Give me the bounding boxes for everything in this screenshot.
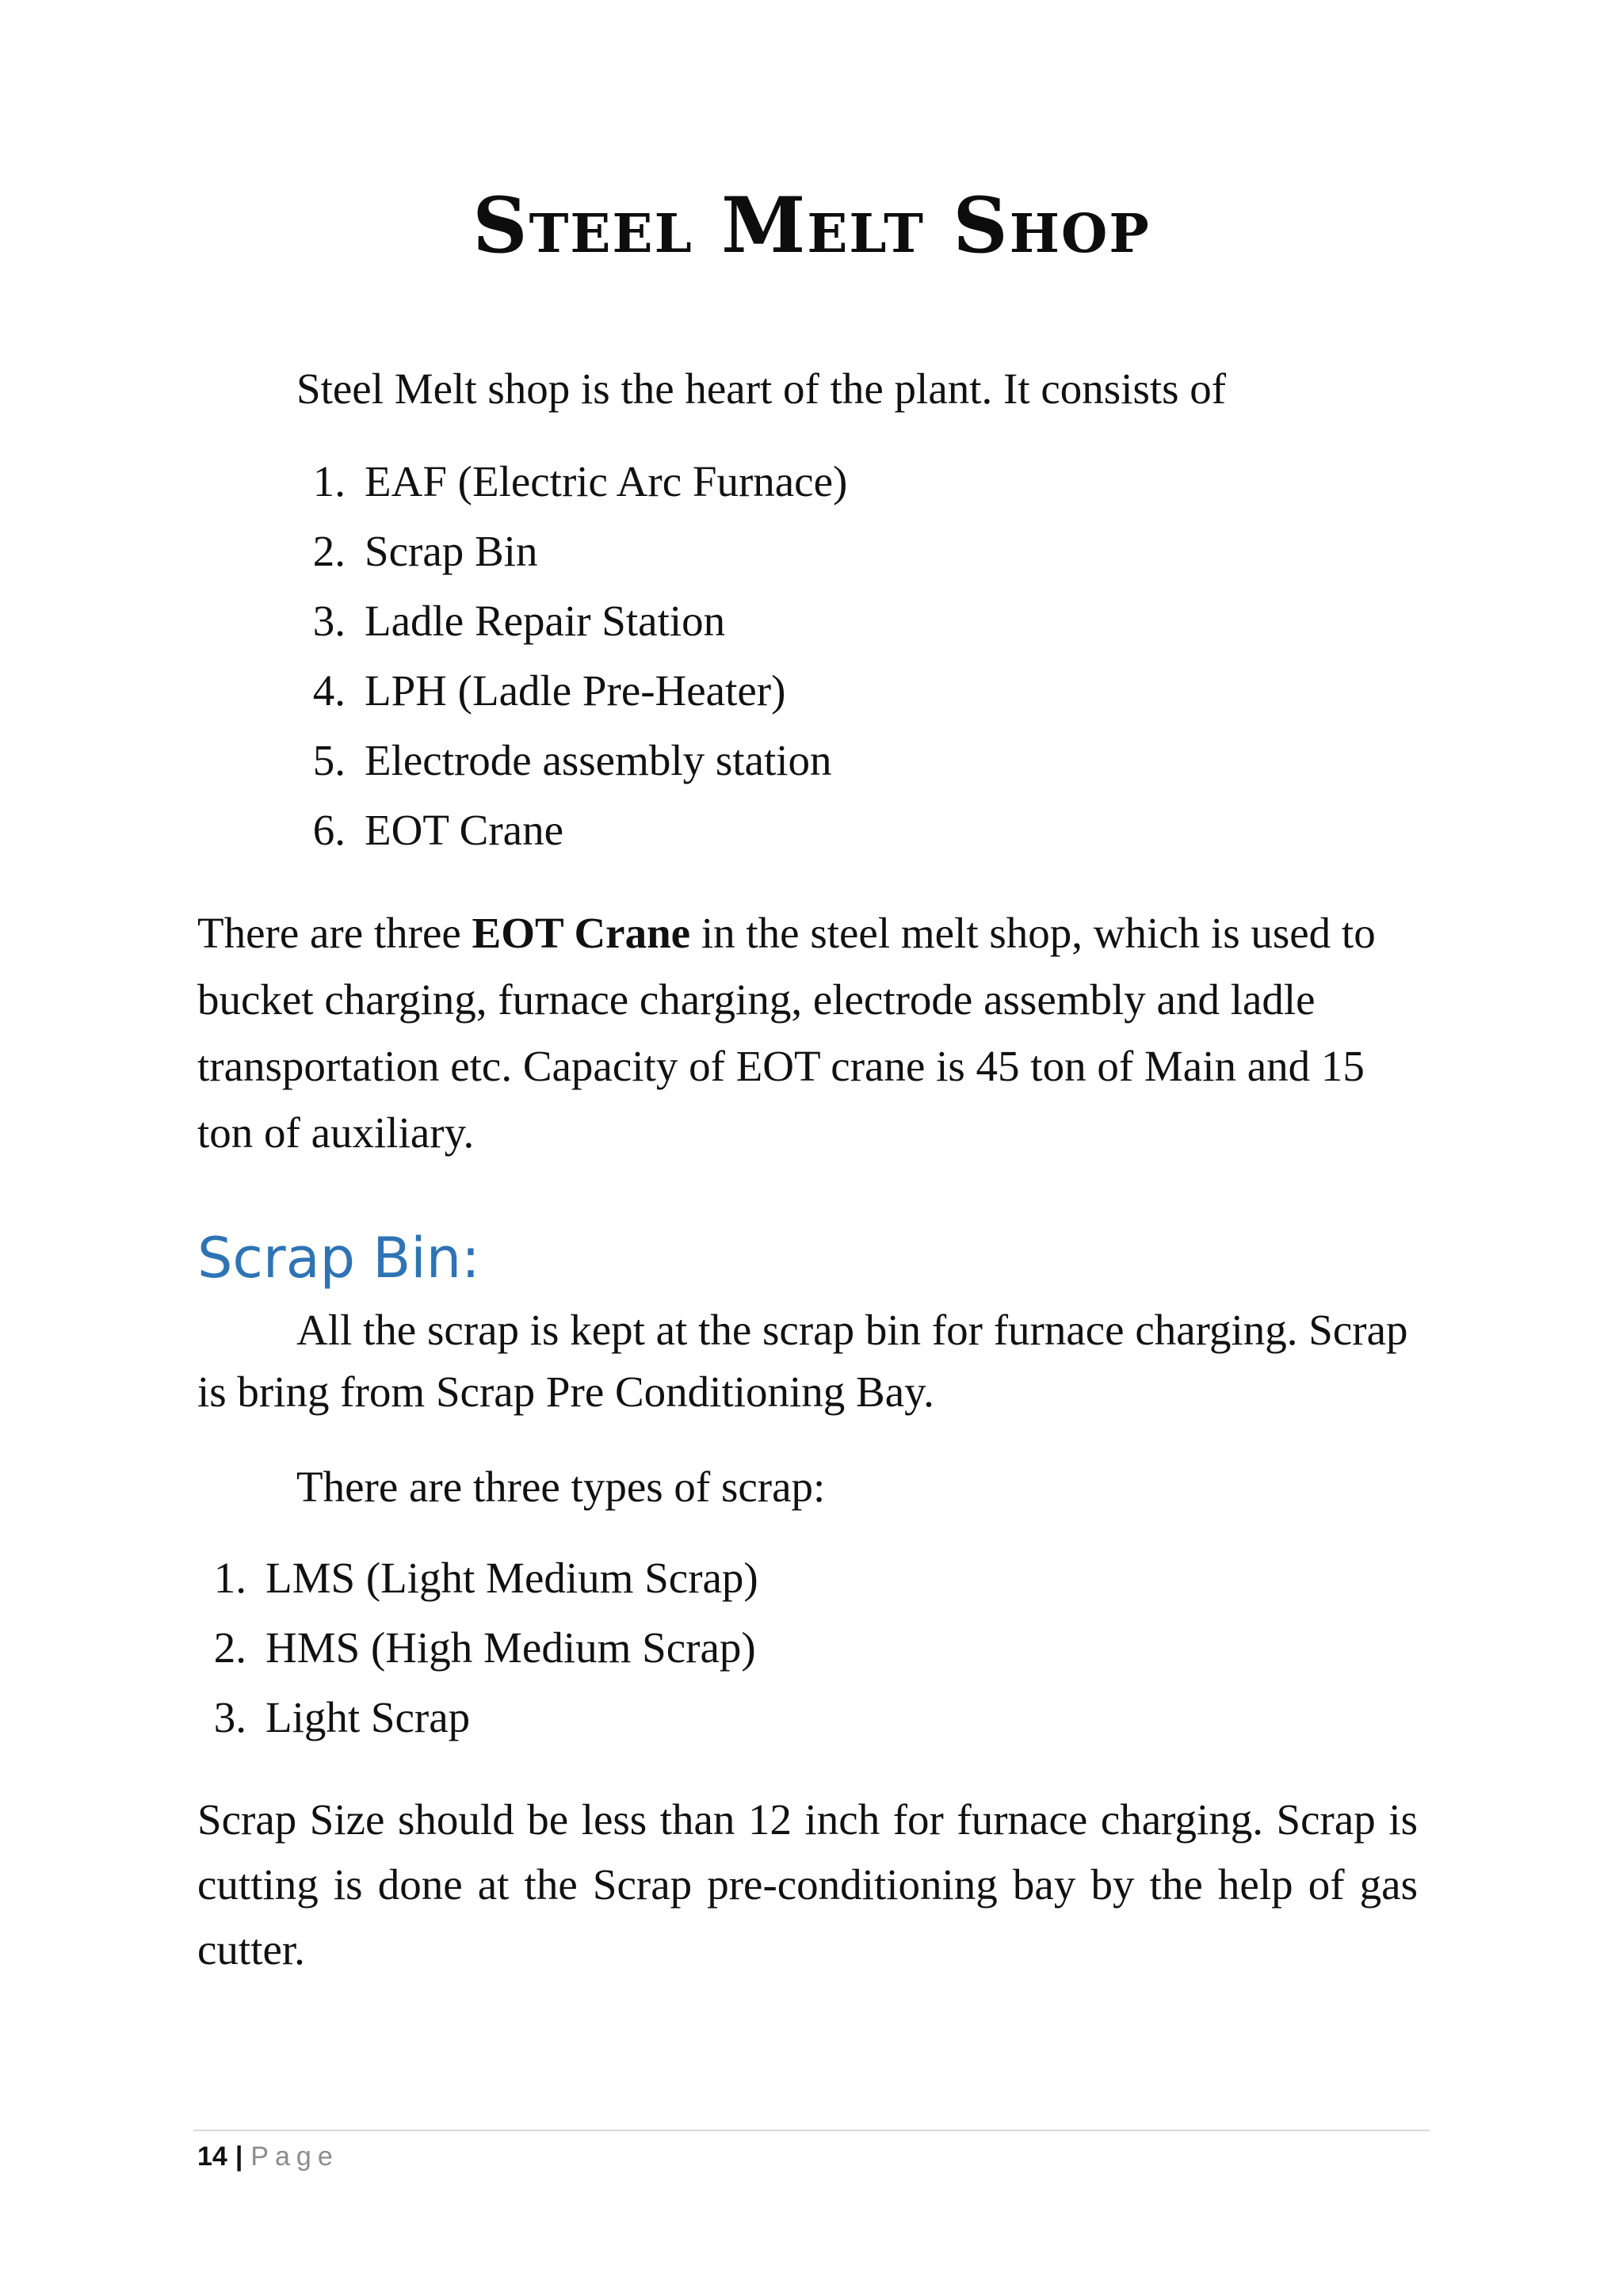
list-item-text: Scrap Bin	[365, 527, 538, 575]
crane-paragraph-lead: There are three	[197, 909, 472, 957]
list-item-number: 1.	[213, 1554, 246, 1602]
page-title: Steel Melt Shop	[472, 181, 1151, 270]
list-item	[197, 1613, 758, 1683]
list-item	[296, 517, 847, 586]
list-item-text: Electrode assembly station	[365, 736, 832, 784]
page-footer	[197, 2133, 339, 2180]
scrap-size-paragraph: Scrap Size should be less than 12 inch for furnace charging. Scrap is cutting is done at the Scrap pre-conditioning bay by the help of gas cutter.	[197, 1795, 1418, 1974]
footer-separator: |	[235, 2142, 243, 2172]
footer-divider	[193, 2130, 1430, 2131]
list-item-number: 3.	[213, 1693, 246, 1741]
crane-paragraph-rest: in the steel melt shop, which is used to bucket charging, furnace charging, electrode assembly and ladle transportation etc. Capacity of EOT crane is 45 ton of Main and 15 ton of auxiliary.	[197, 909, 1376, 1157]
page-number: 14	[197, 2142, 227, 2172]
list-item-text: EAF (Electric Arc Furnace)	[365, 457, 848, 505]
list-item-text: Light Scrap	[265, 1693, 471, 1741]
crane-paragraph-emphasis: EOT Crane	[472, 909, 691, 957]
page-label: Page	[250, 2142, 339, 2172]
list-item	[197, 1683, 758, 1753]
components-list	[296, 447, 847, 865]
list-item-number: 5.	[312, 736, 346, 784]
list-item-text: LPH (Ladle Pre-Heater)	[365, 666, 786, 715]
list-item	[296, 656, 847, 726]
list-item-number: 6.	[312, 806, 346, 854]
list-item-number: 2.	[213, 1623, 246, 1672]
list-item	[296, 447, 847, 517]
list-item-text: EOT Crane	[365, 806, 563, 854]
scrap-types-list	[197, 1543, 758, 1753]
scrap-bin-heading: Scrap Bin:	[197, 1226, 480, 1291]
scrap-types-intro: There are three types of scrap:	[296, 1463, 826, 1511]
list-item-text: LMS (Light Medium Scrap)	[265, 1554, 758, 1602]
list-item-text: Ladle Repair Station	[365, 597, 726, 645]
scrap-bin-paragraph: All the scrap is kept at the scrap bin for furnace charging. Scrap is bring from Scrap Pre Conditioning Bay.	[197, 1306, 1408, 1416]
list-item	[296, 795, 847, 865]
list-item	[296, 586, 847, 656]
intro-paragraph: Steel Melt shop is the heart of the plant. It consists of	[296, 364, 1227, 413]
list-item-number: 2.	[312, 527, 346, 575]
list-item	[197, 1543, 758, 1613]
list-item-text: HMS (High Medium Scrap)	[265, 1623, 756, 1672]
crane-paragraph	[197, 900, 1418, 1166]
list-item	[296, 726, 847, 795]
list-item-number: 3.	[312, 597, 346, 645]
list-item-number: 1.	[312, 457, 346, 505]
list-item-number: 4.	[312, 666, 346, 715]
